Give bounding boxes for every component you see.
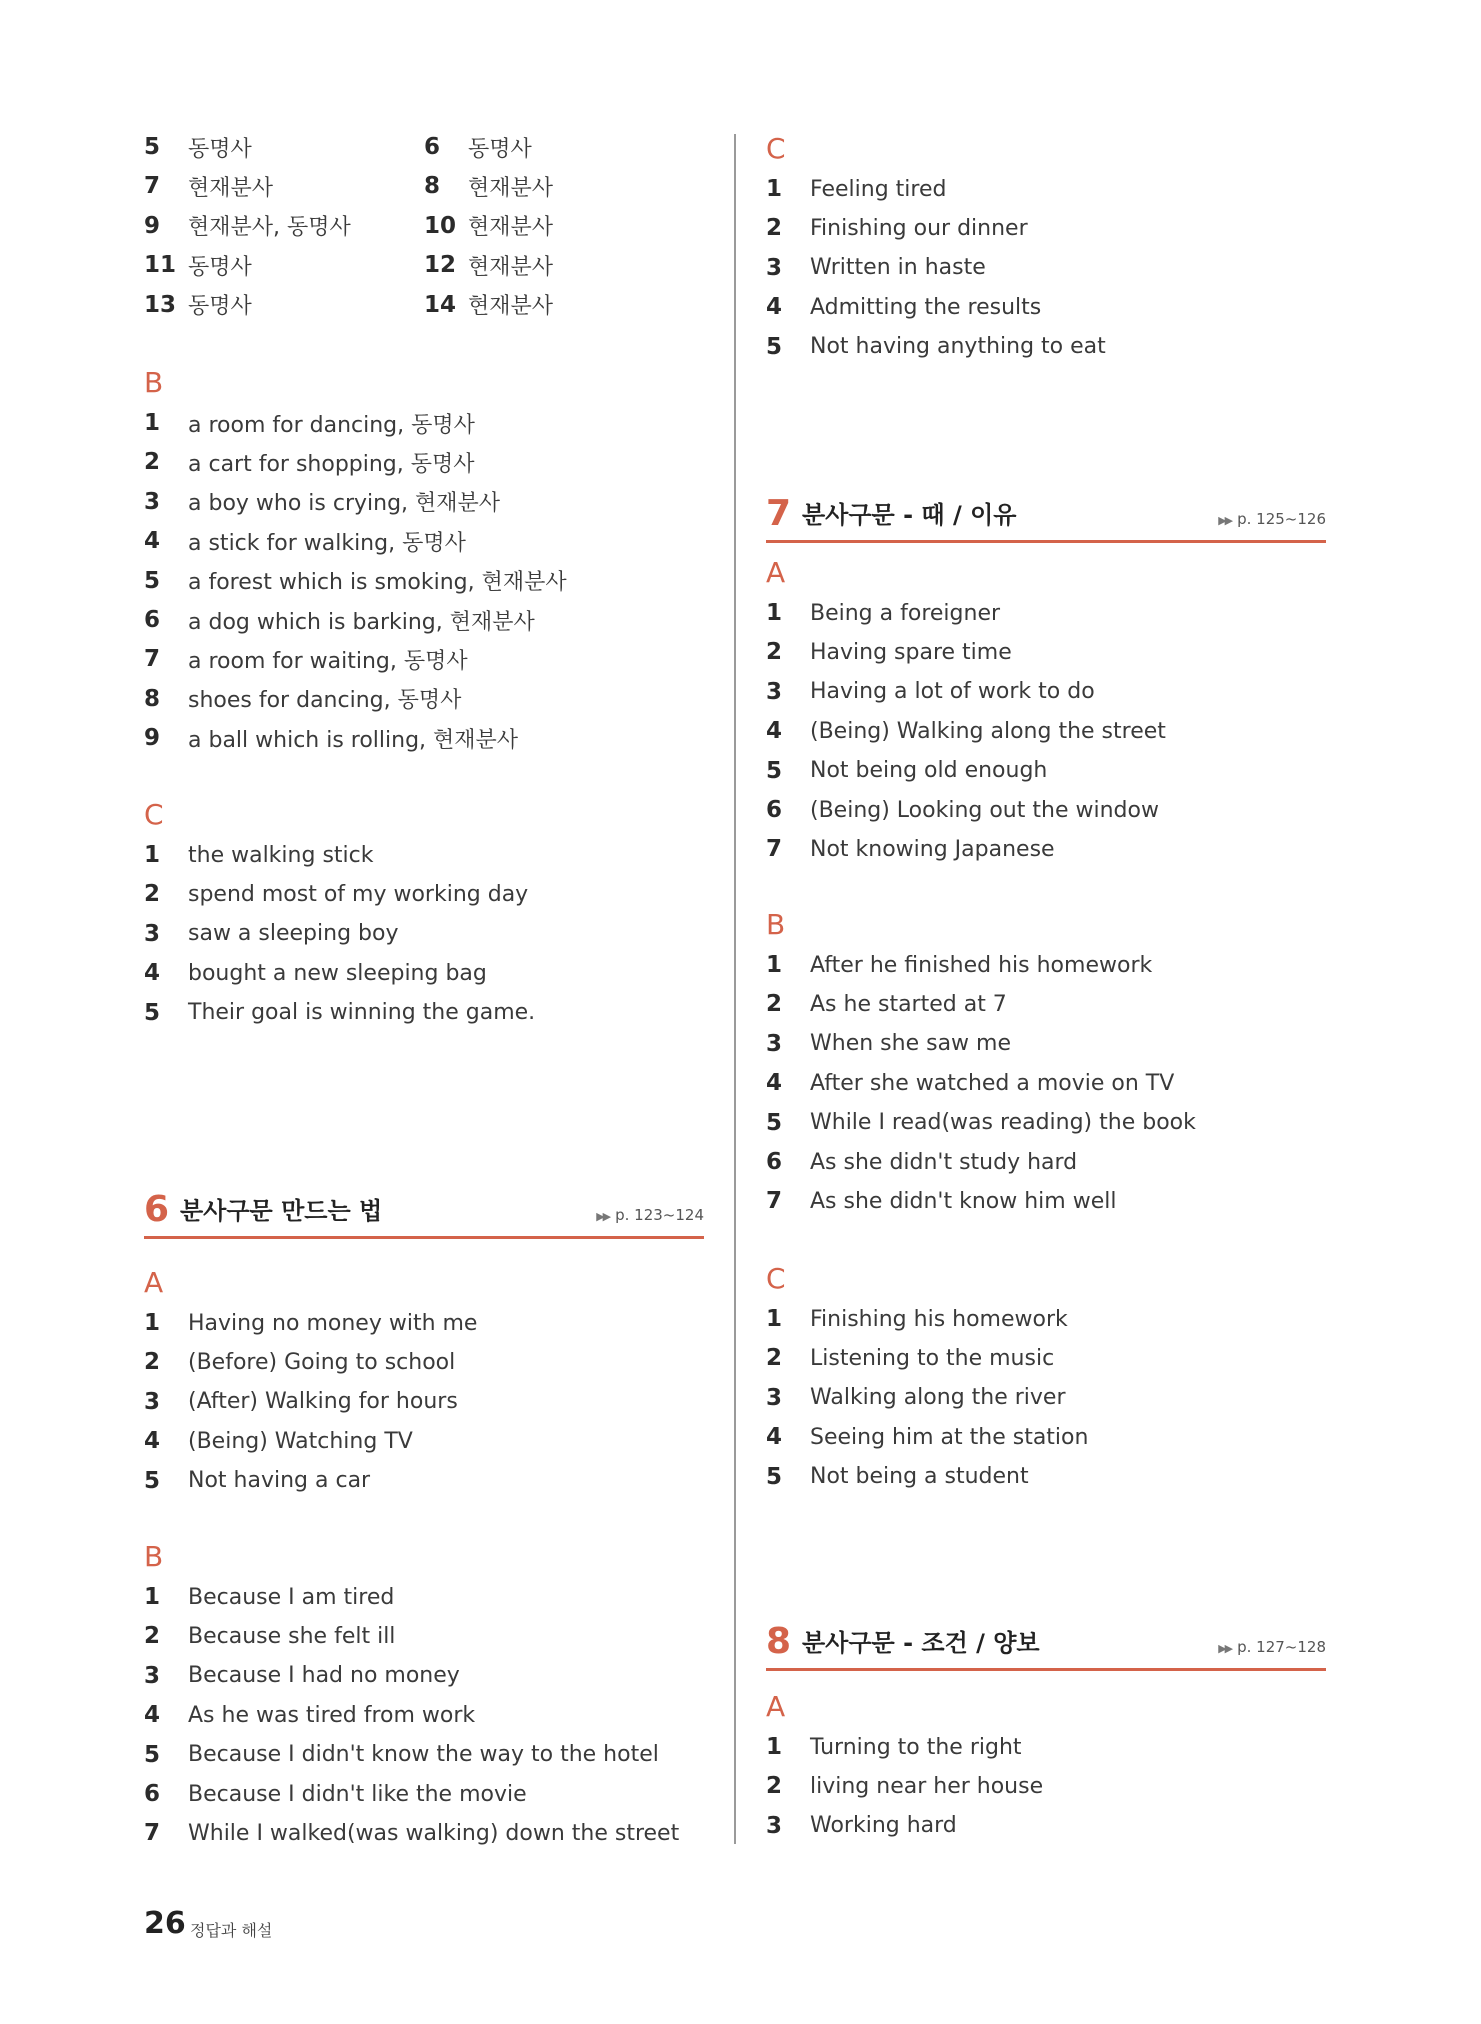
answer-text: the walking stick (188, 842, 374, 868)
answer-item (144, 404, 704, 442)
answer-text: 동명사 (188, 136, 252, 162)
answer-item (144, 719, 704, 757)
answer-text: saw a sleeping boy (188, 921, 399, 947)
answer-text: a cart for shopping, 동명사 (188, 451, 475, 477)
answer-item (424, 167, 704, 205)
answer-item (766, 1300, 1326, 1338)
section-letter: A (766, 1690, 786, 1723)
answer-number: 4 (144, 960, 161, 987)
answer-text: a room for waiting, 동명사 (188, 648, 468, 674)
page-reference-text: p. 125~126 (1237, 510, 1326, 528)
answer-number: 1 (766, 1734, 783, 1760)
section-title: 분사구문 - 조건 / 양보 (802, 1629, 1040, 1657)
answer-number: 3 (144, 488, 161, 515)
answer-item (766, 1182, 1326, 1220)
section-letter: C (766, 1262, 786, 1295)
answer-number: 7 (144, 1820, 161, 1847)
answer-text: Written in haste (810, 255, 986, 281)
answer-number: 1 (144, 842, 161, 868)
answer-text: 동명사 (468, 136, 532, 162)
section-8-header (766, 1612, 1326, 1671)
answer-number: 5 (766, 757, 783, 784)
answer-text: a dog which is barking, 현재분사 (188, 609, 535, 635)
answer-text: 동명사 (188, 254, 252, 280)
answer-item (144, 522, 704, 560)
answer-text: Their goal is winning the game. (188, 1000, 536, 1026)
answer-item (144, 1775, 704, 1813)
section-number: 7 (766, 493, 792, 534)
double-arrow-icon: ▶▶ (596, 1210, 610, 1223)
answer-item (144, 483, 704, 521)
answer-number: 1 (766, 176, 783, 202)
section-letter: B (144, 1540, 164, 1573)
answer-text: 동명사 (188, 294, 252, 320)
answer-text: (Being) Looking out the window (810, 797, 1159, 823)
double-arrow-icon: ▶▶ (1218, 1642, 1232, 1655)
answer-item (766, 170, 1326, 208)
section-letter: C (766, 132, 786, 165)
answer-item (766, 249, 1326, 287)
answer-number: 5 (766, 1109, 783, 1136)
answer-item (766, 791, 1326, 829)
answer-number: 4 (144, 528, 161, 555)
answer-number: 1 (144, 1584, 161, 1610)
answer-item (766, 1339, 1326, 1377)
answer-number: 6 (144, 1781, 161, 1807)
answer-text: While I read(was reading) the book (810, 1110, 1196, 1136)
section-letter: A (766, 556, 786, 589)
answer-text: 현재분사, 동명사 (188, 215, 351, 241)
answer-item (144, 128, 424, 166)
answer-text: Not knowing Japanese (810, 836, 1055, 862)
answer-item (766, 1767, 1326, 1805)
answer-number: 1 (144, 410, 161, 436)
answer-item (766, 1458, 1326, 1496)
answer-text: Because I had no money (188, 1663, 460, 1689)
answer-item (766, 1379, 1326, 1417)
answer-text: a room for dancing, 동명사 (188, 412, 475, 438)
answer-item (766, 1728, 1326, 1766)
answer-text: Working hard (810, 1813, 957, 1839)
answer-item (144, 1696, 704, 1734)
answer-text: Because she felt ill (188, 1623, 396, 1649)
answer-number: 2 (766, 1345, 783, 1372)
answer-number: 7 (766, 836, 783, 863)
answer-number: 4 (144, 1428, 161, 1455)
section-7-header (766, 484, 1326, 543)
answer-item (766, 209, 1326, 247)
answer-item (144, 1422, 704, 1460)
answer-number: 5 (144, 1467, 161, 1494)
answer-item (766, 288, 1326, 326)
answer-number: 3 (766, 254, 783, 281)
answer-text: living near her house (810, 1773, 1044, 1799)
answer-text: (Being) Walking along the street (810, 718, 1166, 744)
answer-item (424, 246, 704, 284)
answer-item (766, 594, 1326, 632)
answer-text: As she didn't know him well (810, 1188, 1117, 1214)
answer-item (144, 1617, 704, 1655)
answer-item (766, 328, 1326, 366)
answer-item (766, 985, 1326, 1023)
answer-number: 3 (766, 1812, 783, 1839)
footer-label: 정답과 해설 (190, 1921, 273, 1940)
answer-text: 현재분사 (468, 254, 554, 280)
section-number: 8 (766, 1621, 792, 1662)
answer-text: shoes for dancing, 동명사 (188, 688, 462, 714)
answer-number: 7 (766, 1188, 783, 1215)
section-letter: B (766, 908, 786, 941)
answer-number: 4 (144, 1702, 161, 1729)
answer-text: 현재분사 (468, 175, 554, 201)
answer-number: 7 (144, 646, 161, 673)
answer-text: Finishing his homework (810, 1306, 1068, 1332)
answer-item (144, 1343, 704, 1381)
section-letter: B (144, 366, 164, 399)
answer-number: 5 (766, 333, 783, 360)
answer-number: 11 (144, 252, 177, 279)
answer-number: 3 (144, 920, 161, 947)
answer-number: 10 (424, 212, 457, 239)
answer-text: a ball which is rolling, 현재분사 (188, 727, 519, 753)
page-reference (1218, 510, 1326, 528)
column-divider (734, 134, 736, 1844)
page-reference (1218, 1638, 1326, 1656)
double-arrow-icon: ▶▶ (1218, 514, 1232, 527)
answer-number: 4 (766, 718, 783, 745)
answer-number: 14 (424, 291, 457, 318)
answer-text: (Before) Going to school (188, 1349, 456, 1375)
answer-text: As he was tired from work (188, 1702, 476, 1728)
answer-text: Not having anything to eat (810, 334, 1106, 360)
answer-item (144, 1657, 704, 1695)
answer-text: bought a new sleeping bag (188, 960, 487, 986)
answer-number: 4 (766, 1070, 783, 1097)
answer-number: 3 (766, 1384, 783, 1411)
section-letter: C (144, 798, 164, 831)
answer-number: 1 (766, 600, 783, 626)
answer-item (766, 633, 1326, 671)
page-reference-text: p. 123~124 (615, 1206, 704, 1224)
answer-number: 4 (766, 1424, 783, 1451)
answer-text: Walking along the river (810, 1385, 1066, 1411)
answer-item (144, 680, 704, 718)
answer-text: Having spare time (810, 639, 1012, 665)
answer-number: 13 (144, 291, 177, 318)
answer-item (144, 954, 704, 992)
answer-item (766, 712, 1326, 750)
answer-number: 8 (144, 685, 161, 712)
answer-number: 1 (766, 952, 783, 978)
answer-text: Having no money with me (188, 1310, 478, 1336)
answer-text: Admitting the results (810, 294, 1042, 320)
answer-text: (After) Walking for hours (188, 1389, 458, 1415)
answer-number: 1 (144, 1310, 161, 1336)
answer-text: When she saw me (810, 1031, 1011, 1057)
answer-number: 4 (766, 294, 783, 321)
answer-number: 2 (766, 639, 783, 666)
answer-item (766, 1143, 1326, 1181)
section-number: 6 (144, 1189, 170, 1230)
answer-item (144, 640, 704, 678)
answer-number: 6 (766, 797, 783, 823)
answer-item (424, 207, 704, 245)
answer-number: 3 (766, 1030, 783, 1057)
answer-item (144, 286, 424, 324)
answer-item (144, 562, 704, 600)
answer-text: Feeling tired (810, 176, 947, 202)
answer-text: Listening to the music (810, 1345, 1055, 1371)
answer-number: 5 (766, 1463, 783, 1490)
answer-item (766, 830, 1326, 868)
answer-item (144, 601, 704, 639)
answer-number: 9 (144, 725, 161, 752)
answer-item (766, 1025, 1326, 1063)
answer-item (144, 875, 704, 913)
answer-text: While I walked(was walking) down the street (188, 1820, 680, 1846)
answer-text: As he started at 7 (810, 991, 1007, 1017)
answer-number: 5 (144, 567, 161, 594)
answer-text: Being a foreigner (810, 600, 1001, 626)
answer-item (766, 1104, 1326, 1142)
answer-text: Because I didn't like the movie (188, 1781, 527, 1807)
answer-text: Having a lot of work to do (810, 679, 1095, 705)
answer-number: 2 (144, 1349, 161, 1376)
answer-item (144, 994, 704, 1032)
answer-text: a forest which is smoking, 현재분사 (188, 570, 567, 596)
answer-item (144, 836, 704, 874)
answer-item (144, 1578, 704, 1616)
answer-text: Turning to the right (810, 1734, 1022, 1760)
answer-number: 2 (144, 1623, 161, 1650)
answer-item (144, 1814, 704, 1852)
answer-number: 6 (424, 134, 441, 160)
answer-number: 2 (144, 881, 161, 908)
answer-text: Seeing him at the station (810, 1424, 1089, 1450)
answer-number: 6 (766, 1149, 783, 1175)
answer-item (144, 1462, 704, 1500)
answer-item (766, 1064, 1326, 1102)
page-number: 26 (144, 1906, 186, 1941)
page-reference-text: p. 127~128 (1237, 1638, 1326, 1656)
answer-number: 1 (766, 1306, 783, 1332)
answer-item (144, 915, 704, 953)
answer-number: 5 (144, 134, 161, 160)
answer-number: 6 (144, 607, 161, 633)
answer-number: 2 (766, 1773, 783, 1800)
section-title: 분사구문 - 때 / 이유 (802, 501, 1017, 529)
answer-text: Because I didn't know the way to the hotel (188, 1742, 659, 1768)
answer-item (144, 1304, 704, 1342)
answer-number: 5 (144, 1741, 161, 1768)
answer-item (144, 443, 704, 481)
section-6-header (144, 1180, 704, 1239)
answer-number: 12 (424, 252, 457, 279)
answer-item (144, 246, 424, 284)
answer-text: Finishing our dinner (810, 215, 1028, 241)
answer-number: 5 (144, 999, 161, 1026)
answer-number: 3 (766, 678, 783, 705)
answer-number: 9 (144, 212, 161, 239)
answer-text: Not being a student (810, 1464, 1029, 1490)
answer-text: Not having a car (188, 1468, 371, 1494)
answer-item (144, 1736, 704, 1774)
section-letter: A (144, 1266, 164, 1299)
answer-text: spend most of my working day (188, 881, 529, 907)
answer-number: 7 (144, 173, 161, 200)
answer-number: 3 (144, 1662, 161, 1689)
answer-text: As she didn't study hard (810, 1149, 1078, 1175)
section-title: 분사구문 만드는 법 (180, 1197, 383, 1225)
answer-item (424, 286, 704, 324)
answer-text: After she watched a movie on TV (810, 1070, 1175, 1096)
page-reference (596, 1206, 704, 1224)
answer-item (766, 1418, 1326, 1456)
answer-text: 현재분사 (468, 215, 554, 241)
answer-number: 3 (144, 1388, 161, 1415)
answer-number: 8 (424, 173, 441, 200)
answer-item (766, 1807, 1326, 1845)
answer-item (144, 207, 424, 245)
answer-text: (Being) Watching TV (188, 1428, 413, 1454)
answer-item (144, 1383, 704, 1421)
answer-text: a stick for walking, 동명사 (188, 530, 466, 556)
answer-item (766, 752, 1326, 790)
answer-item (766, 946, 1326, 984)
answer-number: 2 (144, 449, 161, 476)
answer-item (424, 128, 704, 166)
answer-item (144, 167, 424, 205)
answer-text: 현재분사 (188, 175, 274, 201)
answer-text: a boy who is crying, 현재분사 (188, 491, 501, 517)
answer-number: 2 (766, 215, 783, 242)
answer-text: Because I am tired (188, 1584, 395, 1610)
answer-number: 2 (766, 991, 783, 1018)
answer-text: After he finished his homework (810, 952, 1153, 978)
answer-text: Not being old enough (810, 758, 1048, 784)
answer-text: 현재분사 (468, 294, 554, 320)
answer-item (766, 673, 1326, 711)
